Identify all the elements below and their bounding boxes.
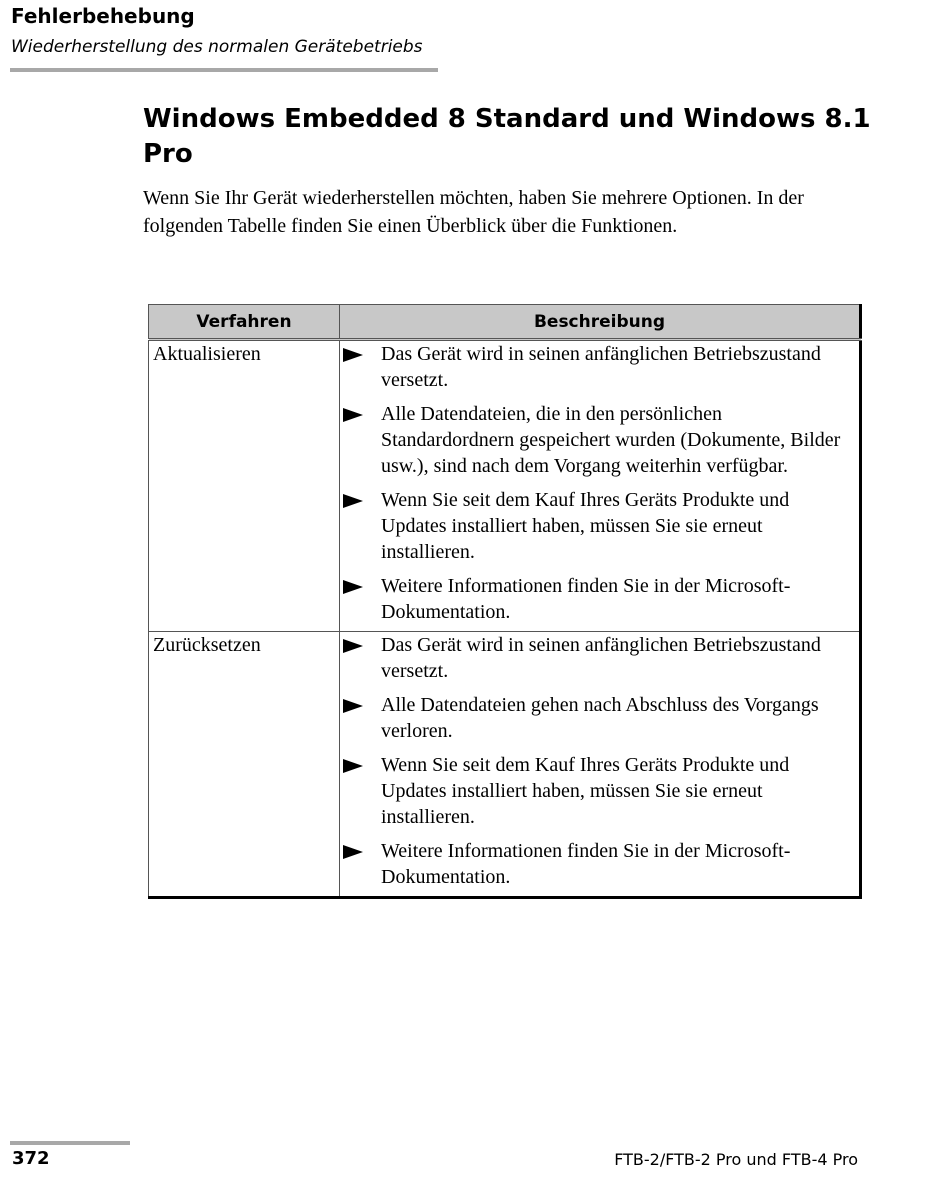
header-rule <box>10 68 438 72</box>
bullet-text: Wenn Sie seit dem Kauf Ihres Geräts Produkte und Updates installiert haben, müssen Sie sie erneut installieren. <box>381 754 790 828</box>
running-header <box>11 4 423 58</box>
bullet-item <box>340 487 841 565</box>
section-heading: Windows Embedded 8 Standard und Windows 8.1 Pro <box>143 104 871 169</box>
arrowhead-right-icon <box>343 699 363 713</box>
arrowhead-right-icon <box>343 348 363 362</box>
arrowhead-right-icon <box>343 408 363 422</box>
bullet-item <box>340 341 841 393</box>
table-header-row <box>149 305 861 340</box>
bullet-item <box>340 401 841 479</box>
arrowhead-right-icon <box>343 580 363 594</box>
arrowhead-right-icon <box>343 494 363 508</box>
procedure-description <box>340 340 861 632</box>
table-row <box>149 632 861 898</box>
bullet-text: Weitere Informationen finden Sie in der Microsoft-Dokumentation. <box>381 840 791 888</box>
page-number: 372 <box>12 1148 50 1169</box>
bullet-text: Wenn Sie seit dem Kauf Ihres Geräts Produkte und Updates installiert haben, müssen Sie sie erneut installieren. <box>381 489 790 563</box>
intro-paragraph: Wenn Sie Ihr Gerät wiederherstellen möchten, haben Sie mehrere Optionen. In der folgenden Tabelle finden Sie einen Überblick über die Funktionen. <box>143 187 804 237</box>
bullet-item <box>340 632 841 684</box>
bullet-list <box>340 632 841 890</box>
product-name: FTB-2/FTB-2 Pro und FTB-4 Pro <box>614 1150 858 1169</box>
footer-rule <box>10 1141 130 1145</box>
bullet-item <box>340 752 841 830</box>
bullet-text: Das Gerät wird in seinen anfänglichen Betriebszustand versetzt. <box>381 343 821 391</box>
column-header-description: Beschreibung <box>340 305 861 340</box>
chapter-title: Fehlerbehebung <box>11 4 195 28</box>
arrowhead-right-icon <box>343 639 363 653</box>
bullet-item <box>340 838 841 890</box>
procedure-description <box>340 632 861 898</box>
arrowhead-right-icon <box>343 845 363 859</box>
bullet-text: Alle Datendateien gehen nach Abschluss des Vorgangs verloren. <box>381 694 819 742</box>
section-subtitle: Wiederherstellung des normalen Gerätebetriebs <box>11 37 423 57</box>
procedure-name: Aktualisieren <box>149 340 340 632</box>
bullet-text: Das Gerät wird in seinen anfänglichen Betriebszustand versetzt. <box>381 634 821 682</box>
bullet-text: Weitere Informationen finden Sie in der Microsoft-Dokumentation. <box>381 575 791 623</box>
procedure-name: Zurücksetzen <box>149 632 340 898</box>
procedure-table <box>148 304 862 899</box>
bullet-list <box>340 341 841 625</box>
bullet-item <box>340 692 841 744</box>
column-header-procedure: Verfahren <box>149 305 340 340</box>
bullet-text: Alle Datendateien, die in den persönlichen Standardordnern gespeichert wurden (Dokumente, Bilder usw.), sind nach dem Vorgang weiterhin verfügbar. <box>381 403 841 477</box>
bullet-item <box>340 573 841 625</box>
table-row <box>149 340 861 632</box>
arrowhead-right-icon <box>343 759 363 773</box>
